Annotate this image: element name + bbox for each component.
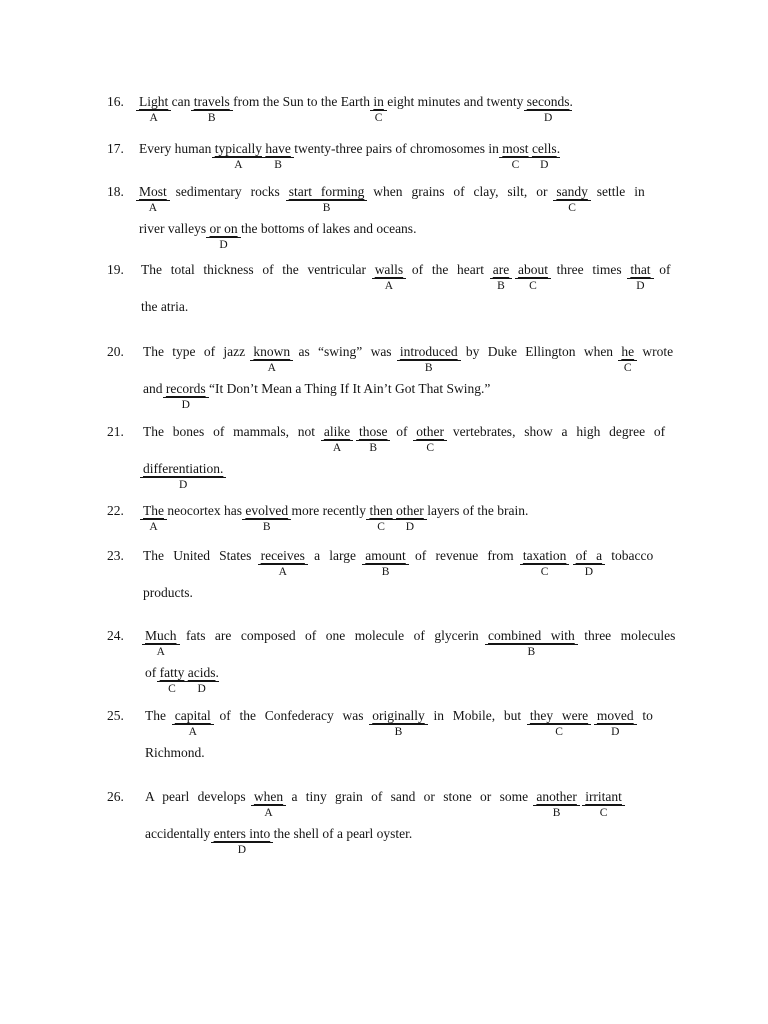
option-letter-d: D bbox=[630, 280, 650, 292]
question-text: can bbox=[168, 94, 194, 109]
question-text: of the heart bbox=[403, 262, 493, 277]
option-letter-c: C bbox=[556, 202, 588, 214]
underlined-option-b bbox=[492, 262, 510, 292]
question-text: A pearl develops bbox=[145, 789, 254, 804]
question-text: river valleys bbox=[139, 221, 210, 236]
question-line bbox=[139, 94, 573, 124]
option-text: amount bbox=[365, 548, 406, 563]
question-text: of bbox=[145, 665, 160, 680]
underlined-option-b bbox=[245, 503, 289, 533]
option-letter-b: B bbox=[372, 726, 425, 738]
option-letter-a: A bbox=[139, 202, 167, 214]
option-text: originally bbox=[372, 708, 425, 723]
option-text: he bbox=[621, 344, 635, 359]
option-letter-d: D bbox=[188, 683, 216, 695]
option-text: fatty bbox=[159, 665, 185, 680]
option-text: of a bbox=[575, 548, 603, 563]
underlined-option-c bbox=[416, 424, 445, 454]
underlined-option-a bbox=[139, 94, 169, 124]
question-text: to bbox=[633, 708, 653, 723]
question-line bbox=[145, 826, 413, 856]
option-text: they were bbox=[529, 708, 589, 723]
option-letter-b: B bbox=[365, 566, 406, 578]
underlined-option-c bbox=[522, 548, 567, 578]
question-line bbox=[145, 665, 219, 695]
question-text: three times bbox=[547, 262, 631, 277]
underlined-option-b bbox=[365, 548, 406, 578]
option-text: when bbox=[253, 789, 284, 804]
option-text: seconds bbox=[526, 94, 570, 109]
question-line bbox=[143, 548, 654, 578]
question-number: 22. bbox=[107, 503, 124, 518]
question-text: The total thickness of the ventricular bbox=[141, 262, 375, 277]
option-text: have bbox=[265, 141, 291, 156]
question-text: and bbox=[143, 381, 166, 396]
question-text: Every human bbox=[139, 141, 215, 156]
question-line bbox=[145, 628, 676, 658]
option-letter-b: B bbox=[245, 521, 288, 533]
underlined-option-a bbox=[174, 708, 211, 738]
underlined-option-c bbox=[502, 141, 529, 171]
option-text: are bbox=[492, 262, 510, 277]
question-text: accidentally bbox=[145, 826, 214, 841]
question-number: 23. bbox=[107, 548, 124, 563]
option-letter-c: C bbox=[621, 362, 634, 374]
underlined-option-a bbox=[214, 141, 262, 171]
underlined-option-b bbox=[536, 789, 577, 819]
question-line bbox=[139, 141, 561, 171]
option-letter-a: A bbox=[215, 159, 262, 171]
underlined-option-a bbox=[374, 262, 404, 292]
question-text: more recently bbox=[288, 503, 370, 518]
question-text: of bbox=[650, 262, 671, 277]
underlined-option-b bbox=[399, 344, 458, 374]
question-line bbox=[145, 708, 653, 738]
option-text: that bbox=[630, 262, 651, 277]
question-number: 16. bbox=[107, 94, 124, 109]
underlined-option-a bbox=[323, 424, 351, 454]
option-text: other bbox=[416, 424, 445, 439]
underlined-option-d bbox=[165, 381, 206, 411]
option-letter-a: A bbox=[324, 442, 350, 454]
question-text: fats are composed of one molecule of glycerin bbox=[176, 628, 489, 643]
option-letter-c: C bbox=[374, 112, 383, 124]
underlined-option-c bbox=[159, 665, 185, 695]
option-letter-b: B bbox=[289, 202, 365, 214]
question-number: 26. bbox=[107, 789, 124, 804]
option-letter-b: B bbox=[536, 807, 576, 819]
question-text: layers of the brain. bbox=[423, 503, 529, 518]
question-text: eight minutes and twenty bbox=[383, 94, 527, 109]
option-text: start forming bbox=[288, 184, 365, 199]
question-number: 21. bbox=[107, 424, 124, 439]
question-line bbox=[143, 461, 224, 491]
question-text: in Mobile, but bbox=[424, 708, 530, 723]
option-letter-c: C bbox=[416, 442, 444, 454]
question-text: as “swing” was bbox=[290, 344, 400, 359]
question-line bbox=[143, 344, 674, 374]
option-text: moved bbox=[596, 708, 634, 723]
option-letter-b: B bbox=[359, 442, 388, 454]
question-line bbox=[145, 789, 622, 819]
question-text: of the Confederacy was bbox=[210, 708, 373, 723]
question-text: “It Don’t Mean a Thing If It Ain’t Got That Swing.” bbox=[205, 381, 491, 396]
option-text: in bbox=[373, 94, 384, 109]
question-text: of revenue from bbox=[405, 548, 523, 563]
question-number: 18. bbox=[107, 184, 124, 199]
option-text: combined with bbox=[488, 628, 575, 643]
question-text: a tiny grain of sand or stone or some bbox=[283, 789, 537, 804]
question-line bbox=[143, 585, 193, 601]
question-number: 19. bbox=[107, 262, 124, 277]
underlined-option-d bbox=[526, 94, 573, 124]
option-letter-a: A bbox=[175, 726, 211, 738]
option-letter-b: B bbox=[265, 159, 290, 171]
option-letter-a: A bbox=[261, 566, 305, 578]
option-letter-c: C bbox=[518, 280, 548, 292]
option-letter-c: C bbox=[523, 566, 567, 578]
option-text: capital bbox=[174, 708, 211, 723]
option-text: Light bbox=[139, 94, 169, 109]
question-text: neocortex has bbox=[164, 503, 246, 518]
option-letter-c: C bbox=[160, 683, 185, 695]
option-text: known bbox=[253, 344, 291, 359]
question-text: sedimentary rocks bbox=[166, 184, 289, 199]
question-line bbox=[145, 745, 205, 761]
option-text: records bbox=[165, 381, 206, 396]
question-line bbox=[139, 184, 645, 214]
question-text: the bottoms of lakes and oceans. bbox=[237, 221, 417, 236]
option-text: walls bbox=[374, 262, 404, 277]
question-text: The United States bbox=[143, 548, 261, 563]
option-text: acids bbox=[187, 665, 216, 680]
option-text: introduced bbox=[399, 344, 458, 359]
underlined-option-b bbox=[265, 141, 291, 171]
underlined-option-a bbox=[253, 789, 284, 819]
option-text: Much bbox=[145, 628, 177, 643]
option-text: alike bbox=[323, 424, 351, 439]
option-text: then bbox=[369, 503, 393, 518]
option-letter-d: D bbox=[166, 399, 206, 411]
underlined-option-c bbox=[369, 503, 393, 533]
question-text: twenty-three pairs of chromosomes in bbox=[290, 141, 503, 156]
option-letter-a: A bbox=[139, 112, 168, 124]
option-text: taxation bbox=[522, 548, 567, 563]
option-letter-c: C bbox=[530, 726, 588, 738]
option-letter-d: D bbox=[214, 844, 271, 856]
option-letter-d: D bbox=[396, 521, 424, 533]
option-letter-d: D bbox=[209, 239, 237, 251]
underlined-option-d bbox=[630, 262, 651, 292]
question-text bbox=[566, 548, 575, 564]
question-line bbox=[143, 424, 666, 454]
question-text: the shell of a pearl oyster. bbox=[270, 826, 413, 841]
underlined-option-b bbox=[193, 94, 230, 124]
question-text: The bones of mammals, not bbox=[143, 424, 324, 439]
question-text: by Duke Ellington when bbox=[457, 344, 622, 359]
question-line bbox=[141, 262, 671, 292]
underlined-option-d bbox=[575, 548, 603, 578]
option-letter-b: B bbox=[400, 362, 458, 374]
underlined-option-c bbox=[585, 789, 622, 819]
option-letter-d: D bbox=[576, 566, 602, 578]
option-letter-b: B bbox=[493, 280, 509, 292]
underlined-option-a bbox=[145, 628, 177, 658]
underlined-option-d bbox=[143, 461, 224, 491]
option-letter-b: B bbox=[488, 646, 575, 658]
underlined-option-d bbox=[396, 503, 424, 533]
underlined-option-c bbox=[621, 344, 635, 374]
underlined-option-d bbox=[596, 708, 634, 738]
question-text bbox=[509, 262, 518, 278]
underlined-option-c bbox=[373, 94, 384, 124]
option-text: typically bbox=[214, 141, 262, 156]
option-letter-a: A bbox=[254, 807, 283, 819]
question-text: the atria. bbox=[141, 299, 189, 314]
option-letter-a: A bbox=[145, 646, 177, 658]
underlined-option-a bbox=[253, 344, 291, 374]
option-text: cells bbox=[531, 141, 557, 156]
question-line bbox=[141, 299, 188, 315]
underlined-option-b bbox=[358, 424, 388, 454]
option-letter-a: A bbox=[375, 280, 404, 292]
option-letter-d: D bbox=[527, 112, 570, 124]
option-text: or on bbox=[209, 221, 238, 236]
question-text: three molecules bbox=[574, 628, 676, 643]
question-text bbox=[350, 424, 359, 440]
option-letter-d: D bbox=[532, 159, 557, 171]
underlined-option-a bbox=[143, 503, 164, 533]
underlined-option-d bbox=[213, 826, 271, 856]
question-text bbox=[588, 708, 597, 724]
question-text: when grains of clay, silt, or bbox=[364, 184, 557, 199]
question-text: Richmond. bbox=[145, 745, 205, 760]
option-text: another bbox=[536, 789, 577, 804]
underlined-option-d bbox=[531, 141, 557, 171]
underlined-option-b bbox=[288, 184, 365, 214]
underlined-option-c bbox=[556, 184, 588, 214]
question-line bbox=[143, 503, 529, 533]
question-text bbox=[577, 789, 585, 805]
option-letter-a: A bbox=[143, 521, 164, 533]
question-text: The bbox=[145, 708, 175, 723]
question-text: tobacco bbox=[602, 548, 654, 563]
question-text: . bbox=[215, 665, 219, 680]
option-letter-c: C bbox=[585, 807, 622, 819]
underlined-option-c bbox=[517, 262, 548, 292]
question-number: 17. bbox=[107, 141, 124, 156]
option-text: evolved bbox=[245, 503, 289, 518]
question-text: vertebrates, show a high degree of bbox=[444, 424, 666, 439]
underlined-option-a bbox=[260, 548, 305, 578]
question-text: The type of jazz bbox=[143, 344, 254, 359]
question-line bbox=[143, 381, 491, 411]
question-text: settle in bbox=[587, 184, 645, 199]
underlined-option-c bbox=[529, 708, 589, 738]
option-text: receives bbox=[260, 548, 305, 563]
option-text: sandy bbox=[556, 184, 588, 199]
question-text: from the Sun to the Earth bbox=[229, 94, 374, 109]
option-text: The bbox=[143, 503, 164, 518]
question-text: . bbox=[569, 94, 573, 109]
underlined-option-b bbox=[488, 628, 575, 658]
option-text: differentiation. bbox=[143, 461, 224, 476]
option-letter-d: D bbox=[597, 726, 634, 738]
option-letter-c: C bbox=[502, 159, 528, 171]
underlined-option-d bbox=[187, 665, 216, 695]
option-letter-c: C bbox=[369, 521, 392, 533]
question-text: of bbox=[387, 424, 417, 439]
underlined-option-d bbox=[209, 221, 238, 251]
question-number: 24. bbox=[107, 628, 124, 643]
option-text: other bbox=[396, 503, 424, 518]
option-letter-b: B bbox=[194, 112, 230, 124]
option-text: enters into bbox=[213, 826, 271, 841]
option-text: irritant bbox=[585, 789, 622, 804]
underlined-option-a bbox=[139, 184, 167, 214]
question-number: 25. bbox=[107, 708, 124, 723]
underlined-option-b bbox=[372, 708, 425, 738]
question-line bbox=[139, 221, 417, 251]
question-text: products. bbox=[143, 585, 193, 600]
option-letter-d: D bbox=[143, 479, 223, 491]
option-text: Most bbox=[139, 184, 167, 199]
option-text: those bbox=[358, 424, 388, 439]
option-letter-a: A bbox=[253, 362, 290, 374]
question-number: 20. bbox=[107, 344, 124, 359]
question-text: a large bbox=[304, 548, 366, 563]
question-text: wrote bbox=[634, 344, 674, 359]
option-text: most bbox=[502, 141, 529, 156]
option-text: travels bbox=[193, 94, 230, 109]
question-text: . bbox=[556, 141, 561, 156]
option-text: about bbox=[517, 262, 548, 277]
